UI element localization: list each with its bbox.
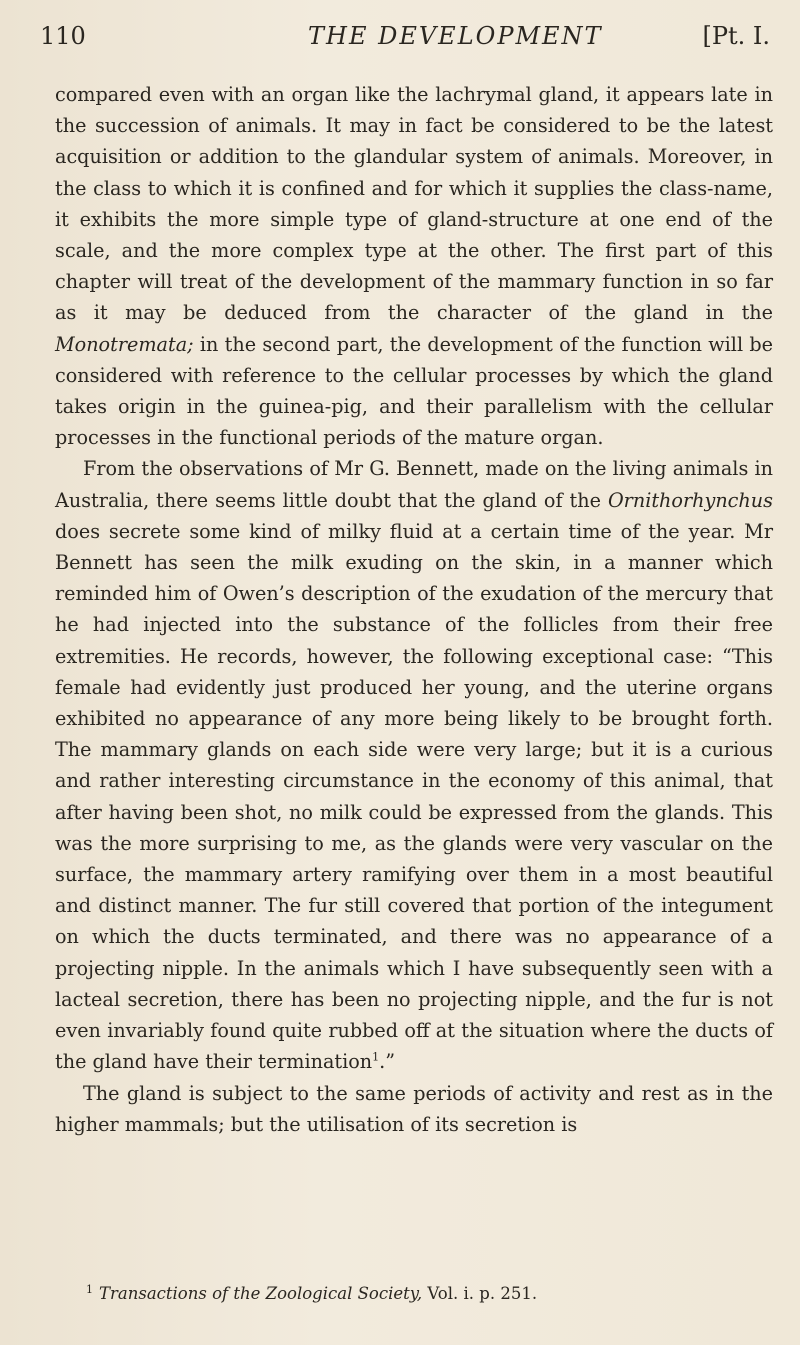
page-header xyxy=(40,22,770,56)
footnote-mark: 1 xyxy=(86,1282,93,1296)
part-label: [Pt. I. xyxy=(702,22,770,50)
paragraph-1-text-b: in the second part, the development of the function will be considered with reference to the cellular processes by which the gland takes origin in the guinea-pig, and their parallelism with the cellular processes in the functional periods of the mature organ. xyxy=(55,332,773,450)
footnote xyxy=(86,1283,766,1305)
paragraph-1 xyxy=(55,79,773,453)
paragraph-3 xyxy=(55,1078,773,1140)
paragraph-2-text-c: .” xyxy=(379,1050,396,1074)
page-number: 110 xyxy=(40,22,86,50)
body-text xyxy=(55,79,773,1140)
paragraph-2-text-b: does secrete some kind of milky fluid at a certain time of the year. Mr Bennett has seen the milk exuding on the skin, in a manner which reminded him of Owen’s description of the exudation of the mercury that he had injected into the substance of the follicles from their free extremities. He records, however, the following exceptional case: “This female had evidently just produced her young, and the uterine organs exhibited no appearance of any more being likely to be brought forth. The mammary glands on each side were very large; but it is a curious and rather interesting circumstance in the economy of this animal, that after having been shot, no milk could be expressed from the glands. This was the more surprising to me, as the glands were very vascular on the surface, the mammary artery ramifying over them in a most beautiful and distinct manner. The fur still covered that portion of the integument on which the ducts terminated, and there was no appearance of a projecting nipple. In the animals which I have subsequently seen with a lacteal secretion, there has been no projecting nipple, and the fur is not even invariably found quite rubbed off at the situation where the ducts of the gland have their termination xyxy=(55,519,773,1074)
footnote-reference[interactable]: 1 xyxy=(372,1050,380,1064)
paragraph-3-text-a: The gland is subject to the same periods of activity and rest as in the higher mammals; but the utilisation of its secretion is xyxy=(55,1081,773,1136)
paragraph-2-italic: Ornithorhynchus xyxy=(607,488,773,512)
paragraph-2 xyxy=(55,453,773,1077)
paragraph-2-text-a: From the observations of Mr G. Bennett, made on the living animals in Australia, there seems little doubt that the gland of the xyxy=(55,457,773,512)
paragraph-1-text-a: compared even with an organ like the lachrymal gland, it appears late in the succession of animals. It may in fact be considered to be the latest acquisition or addition to the glandular system of animals. Moreover, in the class to which it is confined and for which it supplies the class-name, it exhibits the more simple type of gland-structure at one end of the scale, and the more complex type at the other. The first part of this chapter will treat of the development of the mammary function in so far as it may be deduced from the character of the gland in the xyxy=(55,83,773,325)
paragraph-1-italic: Monotremata; xyxy=(55,332,194,356)
footnote-citation: Vol. i. p. 251. xyxy=(422,1284,538,1303)
running-title: THE DEVELOPMENT xyxy=(308,22,603,50)
footnote-source: Transactions of the Zoological Society, xyxy=(99,1284,423,1303)
